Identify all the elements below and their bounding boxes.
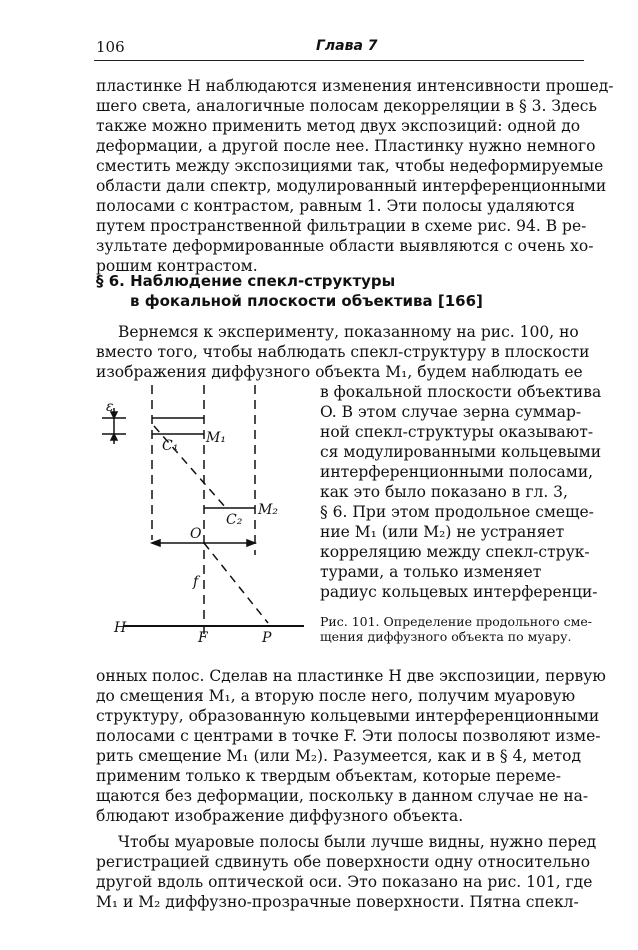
text-line: деформации, а другой после нее. Пластинку нужно немного — [96, 137, 596, 155]
text-line: сместить между экспозициями так, чтобы недеформируемые — [96, 157, 604, 175]
figure-caption-line-2: щения диффузного объекта по муару. — [320, 629, 572, 644]
text-line: применим только к твердым объектам, которые переме- — [96, 767, 561, 785]
text-line: § 6. При этом продольное смеще- — [320, 503, 594, 521]
label-m1: M₁ — [206, 430, 226, 446]
text-line: путем пространственной фильтрации в схеме рис. 94. В ре- — [96, 217, 587, 235]
label-F: F — [198, 630, 208, 646]
label-c2: C₂ — [226, 512, 243, 528]
text-line: полосами с контрастом, равным 1. Эти полосы удаляются — [96, 197, 576, 215]
text-line: как это было показано в гл. 3, — [320, 483, 568, 501]
label-p: P — [262, 630, 272, 646]
text-line: до смещения M₁, а вторую после него, получим муаровую — [96, 687, 576, 705]
label-epsilon: ε — [106, 399, 114, 415]
header-rule — [94, 60, 584, 61]
text-line: зультате деформированные области выявляются с очень хо- — [96, 237, 594, 255]
label-f: f — [193, 574, 199, 590]
label-c1: C₁ — [162, 438, 179, 454]
text-line: пластинке H наблюдаются изменения интенсивности прошед- — [96, 77, 614, 95]
text-line: O. В этом случае зерна суммар- — [320, 403, 582, 421]
text-line: интерференционными полосами, — [320, 463, 594, 481]
text-line: регистрацией сдвинуть обе поверхности одну относительно — [96, 853, 591, 871]
text-line: Чтобы муаровые полосы были лучше видны, нужно перед — [118, 833, 597, 851]
page-number: 106 — [96, 38, 125, 56]
text-line: области дали спектр, модулированный интерференционными — [96, 177, 607, 195]
text-line: онных полос. Сделав на пластинке H две экспозиции, первую — [96, 667, 606, 685]
ray-o-p — [204, 543, 268, 623]
figure-caption: Рис. 101. Определение продольного сме- — [320, 614, 593, 629]
text-line: турами, а только изменяет — [320, 563, 542, 581]
text-line: блюдают изображение диффузного объекта. — [96, 807, 464, 825]
label-m2: M₂ — [258, 502, 278, 518]
label-h: H — [114, 620, 127, 636]
text-line: ся модулированными кольцевыми — [320, 443, 602, 461]
text-line: шего света, аналогичные полосам декорреляции в § 3. Здесь — [96, 97, 597, 115]
text-line: M₁ и M₂ диффузно-прозрачные поверхности. Пятна спекл- — [96, 893, 579, 911]
text-line: радиус кольцевых интерференци- — [320, 583, 598, 601]
text-line: Вернемся к эксперименту, показанному на рис. 100, но — [118, 323, 579, 341]
section-heading-line-2: в фокальной плоскости объектива [166] — [130, 292, 483, 310]
text-line: корреляцию между спекл-струк- — [320, 543, 590, 561]
text-line: полосами с центрами в точке F. Эти полосы позволяют изме- — [96, 727, 601, 745]
text-line: в фокальной плоскости объектива — [320, 383, 602, 401]
text-line: структуру, образованную кольцевыми интерференционными — [96, 707, 600, 725]
text-line: вместо того, чтобы наблюдать спекл-структуру в плоскости — [96, 343, 590, 361]
label-o: O — [190, 526, 202, 542]
text-line: также можно применить метод двух экспозиций: одной до — [96, 117, 581, 135]
text-line: другой вдоль оптической оси. Это показано на рис. 101, где — [96, 873, 593, 891]
text-line: щаются без деформации, поскольку в данном случае не на- — [96, 787, 589, 805]
section-heading: § 6. Наблюдение спекл-структуры — [96, 272, 396, 290]
text-line: изображения диффузного объекта M₁, будем наблюдать ее — [96, 363, 583, 381]
text-line: ной спекл-структуры оказывают- — [320, 423, 594, 441]
text-line: рить смещение M₁ (или M₂). Разумеется, как и в § 4, метод — [96, 747, 581, 765]
chapter-title: Глава 7 — [316, 38, 378, 54]
text-line: рошим контрастом. — [96, 257, 258, 275]
figure-101-diagram — [96, 380, 316, 650]
text-line: ние M₁ (или M₂) не устраняет — [320, 523, 565, 541]
